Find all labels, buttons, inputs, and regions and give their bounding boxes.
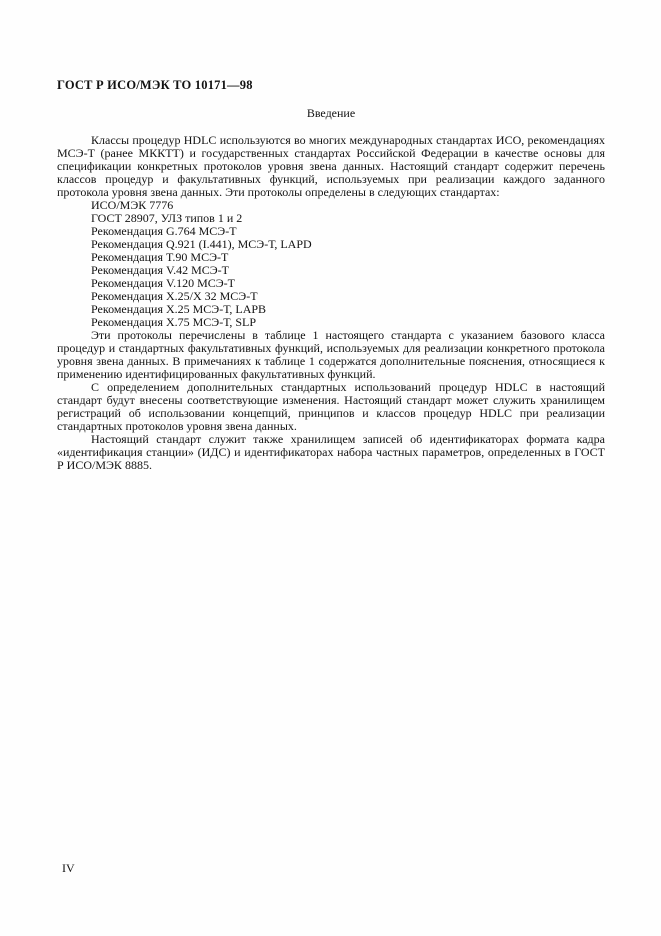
list-item-standard: Рекомендация V.42 МСЭ-Т — [91, 263, 230, 277]
list-item-standard: Рекомендация V.120 МСЭ-Т — [91, 276, 236, 290]
list-item-standard: Рекомендация G.764 МСЭ-Т — [91, 224, 237, 238]
list-item-standard: Рекомендация X.25/X 32 МСЭ-Т — [91, 289, 258, 303]
list-item-standard: Рекомендация X.25 МСЭ-Т, LAPB — [91, 302, 267, 316]
page-number: IV — [62, 861, 75, 875]
list-item-standard: ИСО/МЭК 7776 — [91, 198, 174, 212]
paragraph-table-reference: Эти протоколы перечислены в таблице 1 настоящего стандарта с указанием базового класса процедур и стандартных факультативных функций, используемых для реализации конкретного протокола уровня звена данных. В примечаниях к таблице 1 содержатся дополнительные пояснения, относящиеся к применению идентифицированных факультативных функций. — [57, 328, 605, 381]
paragraph-xid-repository: Настоящий стандарт служит также хранилищем записей об идентификаторах формата кадра «идентификация станции» (ИДС) и идентификаторах набора частных параметров, определенных в ГОСТ Р ИСО/МЭК 8885. — [57, 432, 605, 472]
list-item-standard: Рекомендация Q.921 (I.441), МСЭ-Т, LAPD — [91, 237, 312, 251]
list-item-standard: Рекомендация T.90 МСЭ-Т — [91, 250, 229, 264]
document-code-header: ГОСТ Р ИСО/МЭК ТО 10171—98 — [57, 78, 253, 92]
paragraph-future-changes: С определением дополнительных стандартных использований процедур HDLC в настоящий стандарт будут внесены соответствующие изменения. Настоящий стандарт может служить хранилищем регистраций об использовании концепций, принципов и классов процедур HDLC при реализации стандартных протоколов уровня звена данных. — [57, 380, 605, 433]
list-item-standard: ГОСТ 28907, УЛЗ типов 1 и 2 — [91, 211, 243, 225]
section-title: Введение — [306, 106, 356, 120]
paragraph-intro: Классы процедур HDLC используются во многих международных стандартах ИСО, рекомендациях МСЭ-Т (ранее МККТТ) и государственных стандартах Российской Федерации в качестве основы для спецификации конкретных протоколов уровня звена данных. Настоящий стандарт содержит перечень классов процедур и факультативных функций, используемых при реализации каждого заданного протокола уровня звена данных. Эти протоколы определены в следующих стандартах: — [57, 133, 605, 199]
document-body — [57, 134, 605, 472]
list-item-standard: Рекомендация X.75 МСЭ-Т, SLP — [91, 315, 257, 329]
standards-list — [57, 199, 605, 329]
